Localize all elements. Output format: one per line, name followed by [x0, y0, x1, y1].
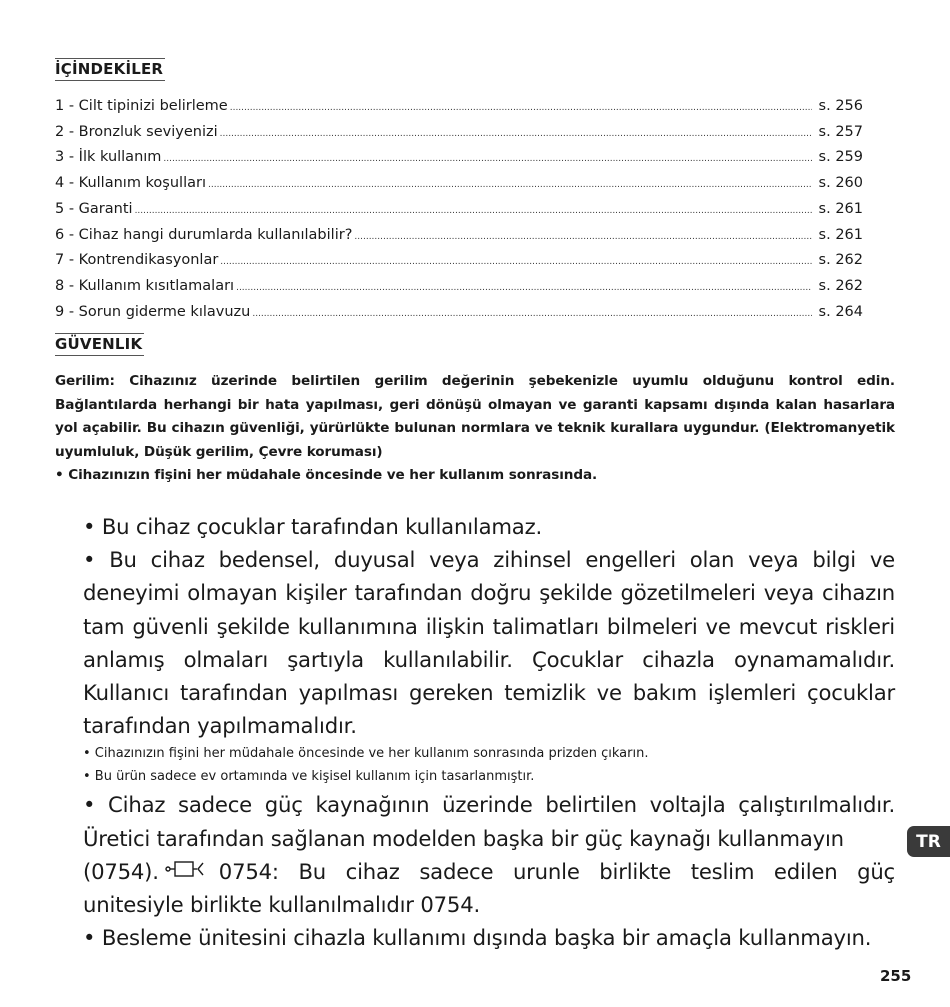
power-supply-text: 0754: Bu cihaz sadece urunle birlikte teslim edilen güç — [218, 858, 895, 884]
toc-entry-title: 8 - Kullanım kısıtlamaları — [55, 277, 235, 294]
toc-entry-page: s. 260 — [818, 175, 863, 192]
toc-entry-title: 1 - Cilt tipinizi belirleme — [55, 98, 228, 114]
toc-entry[interactable] — [55, 121, 863, 147]
toc-entry-title: 9 - Sorun giderme kılavuzu — [55, 303, 251, 320]
language-tab: TR — [907, 826, 950, 857]
toc-entry-page: s. 262 — [818, 252, 863, 269]
toc-leader-dots — [220, 251, 811, 275]
toc-entry-page: s. 259 — [818, 149, 863, 166]
table-of-contents — [55, 95, 863, 326]
toc-entry-page: s. 264 — [818, 303, 863, 320]
toc-leader-dots — [252, 303, 811, 327]
toc-entry[interactable] — [55, 172, 863, 198]
toc-heading: İÇİNDEKİLER — [55, 58, 165, 81]
page-number: 255 — [880, 967, 912, 985]
toc-leader-dots — [354, 226, 811, 250]
toc-entry-page: s. 257 — [818, 123, 863, 140]
toc-leader-dots — [135, 200, 812, 224]
instruction-bullet: • Bu cihaz çocuklar tarafından kullanılamaz. — [83, 514, 543, 539]
toc-entry[interactable] — [55, 146, 863, 172]
toc-entry-title: 5 - Garanti — [55, 200, 133, 217]
power-supply-icon — [165, 855, 209, 888]
toc-entry-page: s. 261 — [818, 226, 863, 243]
toc-entry-title: 7 - Kontrendikasyonlar — [55, 252, 219, 269]
toc-entry[interactable] — [55, 95, 863, 121]
toc-entry[interactable] — [55, 275, 863, 301]
toc-leader-dots — [236, 277, 811, 301]
warning-paragraph: Gerilim: Cihazınız üzerinde belirtilen gerilim değerinin şebekenizle uyumlu olduğunu kontrol edin. Bağlantılarda herhangi bir hata yapılması, geri dönüşü olmayan ve garanti kapsamı dışında kalan hasarlara yol açabilir. Bu cihazın güvenliği, yürürlükte bulunan normlara ve teknik kurallara uygundur. (Elektromanyetik uyumluluk, Düşük gerilim, Çevre koruması) — [55, 373, 895, 460]
toc-entry-page: s. 262 — [818, 277, 863, 294]
toc-entry[interactable] — [55, 198, 863, 224]
safety-heading: GÜVENLIK — [55, 333, 144, 356]
toc-leader-dots — [220, 123, 812, 147]
safety-instructions — [83, 510, 895, 954]
toc-leader-dots — [230, 97, 812, 121]
toc-entry[interactable] — [55, 224, 863, 250]
toc-entry-page: s. 256 — [818, 98, 863, 114]
warning-bullet: • Cihazınızın fişini her müdahale öncesinde ve her kullanım sonrasında. — [55, 467, 598, 484]
instruction-bullet-end: unitesiyle birlikte kullanılmalıdır 0754. — [83, 892, 481, 918]
toc-entry-page: s. 261 — [818, 200, 863, 217]
voltage-warning — [55, 370, 895, 488]
toc-entry-title: 3 - İlk kullanım — [55, 149, 162, 166]
toc-entry-title: 6 - Cihaz hangi durumlarda kullanılabilir? — [55, 226, 353, 243]
toc-entry-title: 2 - Bronzluk seviyenizi — [55, 123, 218, 140]
power-supply-line — [83, 855, 895, 888]
toc-entry[interactable] — [55, 249, 863, 275]
toc-leader-dots — [208, 174, 812, 198]
instruction-bullet: • Bu cihaz bedensel, duyusal veya zihinsel engelleri olan veya bilgi ve deneyimi olmayan kişiler tarafından doğru şekilde gözetilmeleri veya cihazın tam güvenli şekilde kullanımına ilişkin talimatları bilmeleri ve mevcut riskleri anlamış olmaları şartıyla kullanılabilir. Çocuklar cihazla oynamamalıdır. Kullanıcı tarafından yapılması gereken temizlik ve bakım işlemleri çocuklar tarafından yapılmamalıdır. — [83, 547, 895, 739]
toc-entry[interactable] — [55, 301, 863, 327]
instruction-bullet: • Besleme ünitesini cihazla kullanımı dışında başka bir amaçla kullanmayın. — [83, 925, 872, 951]
instruction-note: • Bu ürün sadece ev ortamında ve kişisel kullanım için tasarlanmıştır. — [83, 769, 535, 785]
instruction-note: • Cihazınızın fişini her müdahale öncesinde ve her kullanım sonrasında prizden çıkarın. — [83, 746, 649, 762]
toc-entry-title: 4 - Kullanım koşulları — [55, 175, 206, 192]
model-code: (0754). — [83, 858, 159, 884]
toc-leader-dots — [163, 148, 811, 172]
instruction-bullet: • Cihaz sadece güç kaynağının üzerinde belirtilen voltajla çalıştırılmalıdır. Üretici tarafından sağlanan modelden başka bir güç kaynağı kullanmayın — [83, 792, 895, 851]
